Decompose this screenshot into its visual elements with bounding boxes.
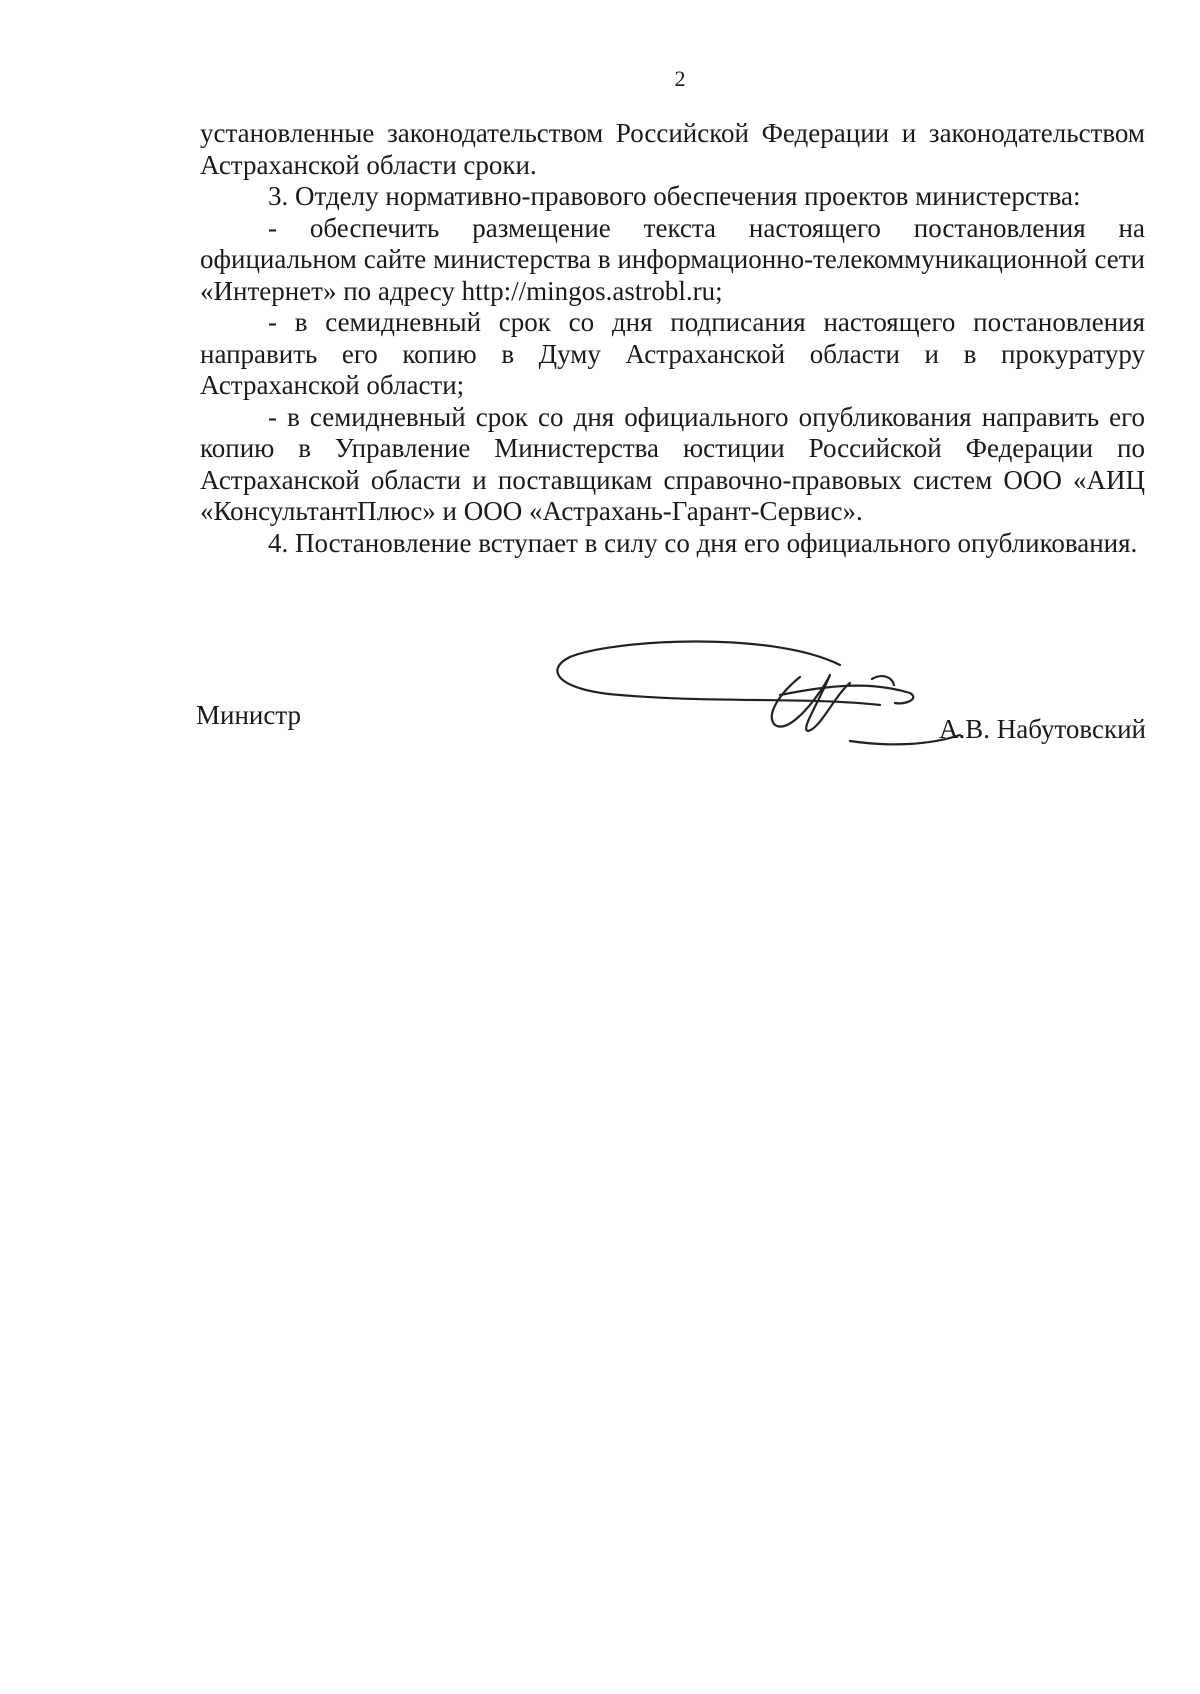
- paragraph-item-3-send-duma: - в семидневный срок со дня подписания настоящего постановления направить его копию в Думу Астраханской области и в прокуратуру Астраханской области;: [200, 307, 1145, 400]
- signature-block: [196, 700, 1146, 760]
- signatory-title: Министр: [196, 700, 301, 730]
- signatory-name: А.В. Набутовский: [939, 714, 1146, 744]
- page-number: 2: [674, 66, 686, 91]
- paragraph-item-3-publish-site: - обеспечить размещение текста настоящего постановления на официальном сайте министерства в информационно-телекоммуникационной сети «Интернет» по адресу http://mingos.astrobl.ru;: [200, 212, 1145, 306]
- paragraph-item-4: 4. Постановление вступает в силу со дня его официального опубликования.: [268, 527, 1138, 558]
- signature-loop-stroke: [557, 641, 880, 705]
- document-body: [200, 118, 1145, 559]
- paragraph-item-3: 3. Отделу нормативно-правового обеспечения проектов министерства:: [268, 181, 1081, 211]
- paragraph-item-3-send-ministry-justice: - в семидневный срок со дня официального опубликования направить его копию в Управление Министерства юстиции Российской Федерации по Астраханской области и поставщикам справочно-правовых систем ООО «АИЦ «КонсультантПлюс» и ООО «Астрахань-Гарант-Сервис».: [200, 401, 1145, 526]
- paragraph-deadline-continuation: установленные законодательством Российской Федерации и законодательством Астраханской области сроки.: [200, 118, 1145, 180]
- signature-hook-stroke: [872, 676, 894, 685]
